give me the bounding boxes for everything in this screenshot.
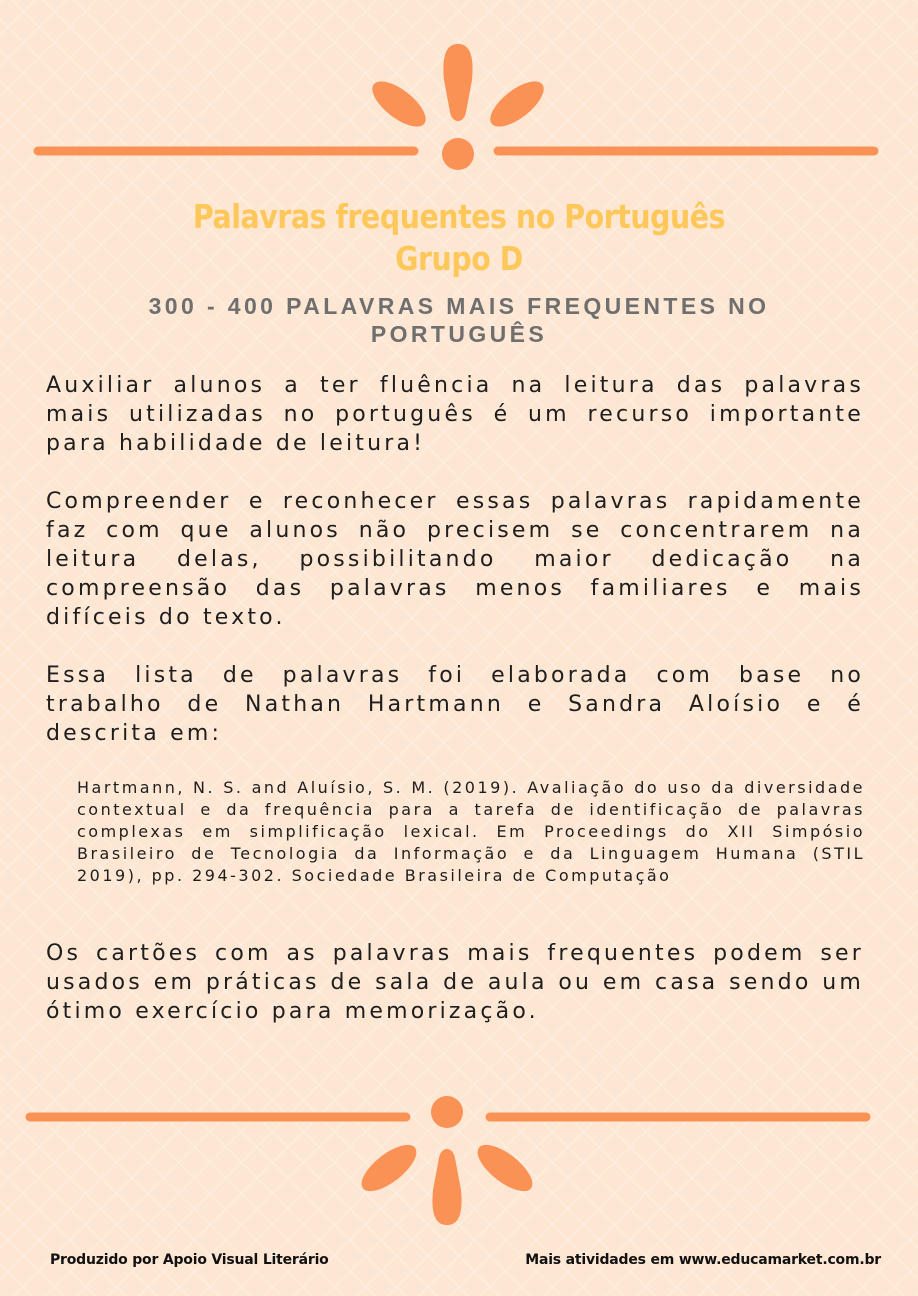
title-line-1: Palavras frequentes no Português	[192, 197, 726, 236]
petal-left	[365, 73, 433, 134]
petal-center	[432, 1149, 461, 1225]
bottom-flower-divider	[0, 1090, 918, 1230]
bibliographic-reference: Hartmann, N. S. and Aluísio, S. M. (2019). Avaliação do uso da diversidade contextual e da frequência para a tarefa de identificação de palavras complexas em simplificação lexical. Em Proceedings do XII Simpósio Brasileiro de Tecnologia da Informação e da Linguagem Humana (STIL 2019), pp. 294-302. Sociedade Brasileira de Computação	[77, 778, 865, 885]
top-flower-divider	[0, 30, 918, 180]
source-paragraph: Essa lista de palavras foi elaborada com base no trabalho de Nathan Hartmann e Sandra Aloísio e é descrita em:	[46, 663, 864, 746]
petal-left	[354, 1137, 423, 1200]
divider-dot	[431, 1096, 463, 1128]
petal-right	[483, 73, 551, 134]
intro-paragraph: Auxiliar alunos a ter fluência na leitura das palavras mais utilizadas no português é um recurso importante para habilidade de leitura!	[46, 373, 864, 456]
recognition-paragraph: Compreender e reconhecer essas palavras rapidamente faz com que alunos não precisem se concentrarem na leitura delas, possibilitando maior dedicação na compreensão das palavras menos familiares e mais difíceis do texto.	[46, 489, 864, 630]
petal-center	[443, 44, 472, 121]
footer-website: Mais atividades em www.educamarket.com.br	[525, 1252, 881, 1268]
title-line-2: Grupo D	[395, 239, 523, 278]
footer-credit: Produzido por Apoio Visual Literário	[50, 1252, 329, 1268]
petal-right	[470, 1137, 539, 1200]
page-title	[64, 196, 853, 280]
page-subtitle: 300 - 400 PALAVRAS MAIS FREQUENTES NO PORTUGUÊS	[148, 293, 770, 347]
usage-paragraph: Os cartões com as palavras mais frequentes podem ser usados em práticas de sala de aula ou em casa sendo um ótimo exercício para memorização.	[46, 941, 864, 1024]
divider-dot	[442, 138, 474, 170]
